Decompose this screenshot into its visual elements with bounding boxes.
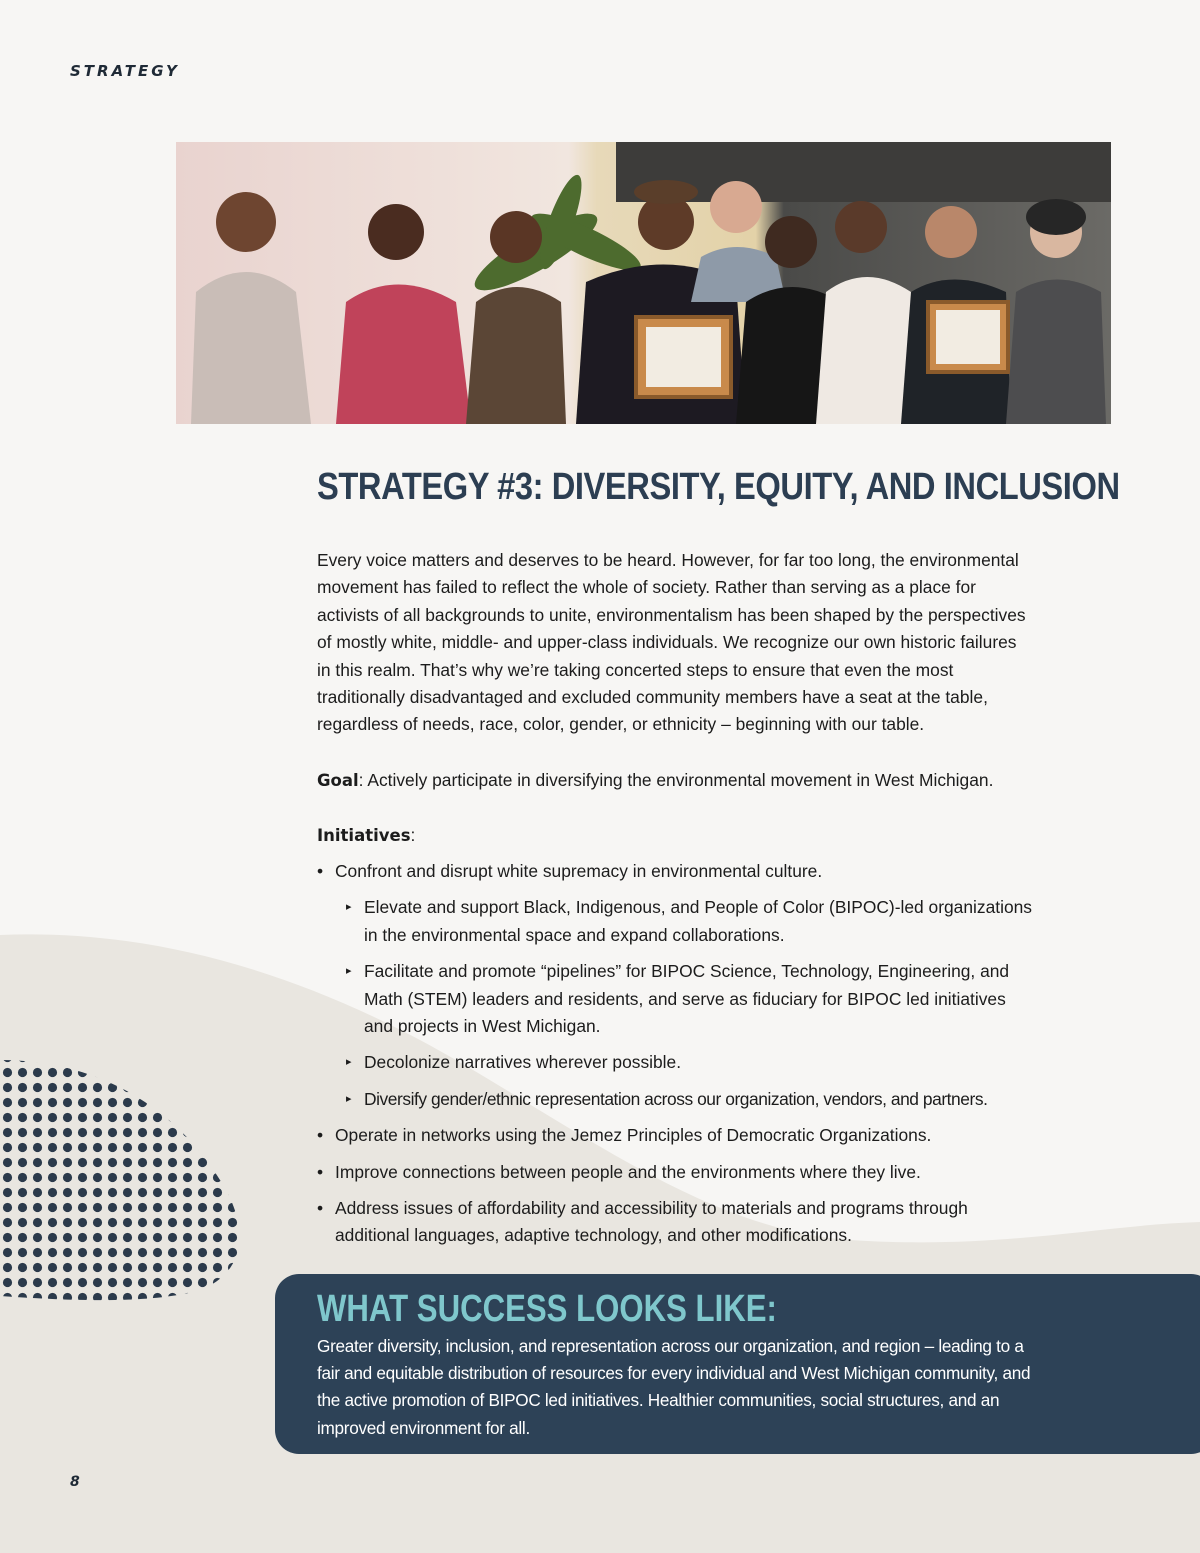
arrow-bullet-icon: ▸ [346, 1092, 352, 1105]
bullet-icon: • [317, 1198, 324, 1219]
goal-label: Goal [317, 771, 359, 790]
goal-statement [317, 767, 1037, 794]
arrow-bullet-icon: ▸ [346, 1056, 352, 1069]
list-item: • Address issues of affordability and accessibility to materials and programs through additional languages, adaptive technology, and other modifications. [317, 1195, 1037, 1250]
arrow-bullet-icon: ▸ [346, 965, 352, 978]
bullet-icon: • [317, 1125, 324, 1146]
initiatives-label: Initiatives [317, 826, 411, 845]
success-text: Greater diversity, inclusion, and representation across our organization, and region – leading to a fair and equitable distribution of resources for every individual and West Michigan community, and the active promotion of BIPOC led initiatives. Healthier communities, social structures, and an improved environment for all. [317, 1336, 1031, 1438]
group-photo [176, 142, 1111, 424]
arrow-bullet-icon: ▸ [346, 901, 352, 914]
sub-list-item: ▸ Diversify gender/ethnic representation across our organization, vendors, and partners. [317, 1086, 1037, 1113]
list-item: • Operate in networks using the Jemez Principles of Democratic Organizations. [317, 1122, 1037, 1149]
initiatives-heading: Initiatives: [317, 825, 416, 845]
list-item: • Confront and disrupt white supremacy in environmental culture. [317, 858, 1037, 885]
bullet-icon: • [317, 861, 324, 881]
list-item: • Improve connections between people and the environments where they live. [317, 1159, 1037, 1186]
sub-list-item: ▸ Facilitate and promote “pipelines” for BIPOC Science, Technology, Engineering, and Math (STEM) leaders and residents, and serve as fiduciary for BIPOC led initiatives and projects in West Michigan. [317, 958, 1037, 1040]
bullet-icon: • [317, 1161, 324, 1182]
sub-list-item: ▸ Elevate and support Black, Indigenous, and People of Color (BIPOC)-led organizations in the environmental space and expand collaborations. [317, 894, 1037, 949]
section-label: STRATEGY [70, 62, 180, 80]
page-title: STRATEGY #3: DIVERSITY, EQUITY, AND INCLUSION [317, 466, 1120, 508]
intro-paragraph: Every voice matters and deserves to be heard. However, for far too long, the environmental movement has failed to reflect the whole of society. Rather than serving as a place for activists of all backgrounds to unite, environmentalism has been shaped by the perspectives of mostly white, middle- and upper-class individuals. We recognize our own historic failures in this realm. That’s why we’re taking concerted steps to ensure that even the most traditionally disadvantaged and excluded community members have a seat at the table, regardless of needs, race, color, gender, or ethnicity – beginning with our table. [317, 550, 1026, 735]
initiatives-list [317, 858, 1037, 1259]
goal-text: : Actively participate in diversifying the environmental movement in West Michigan. [358, 770, 994, 790]
success-title: WHAT SUCCESS LOOKS LIKE: [317, 1288, 777, 1330]
page-number: 8 [70, 1474, 80, 1490]
success-callout [275, 1274, 1200, 1454]
sub-list-item: ▸ Decolonize narratives wherever possible. [317, 1049, 1037, 1076]
